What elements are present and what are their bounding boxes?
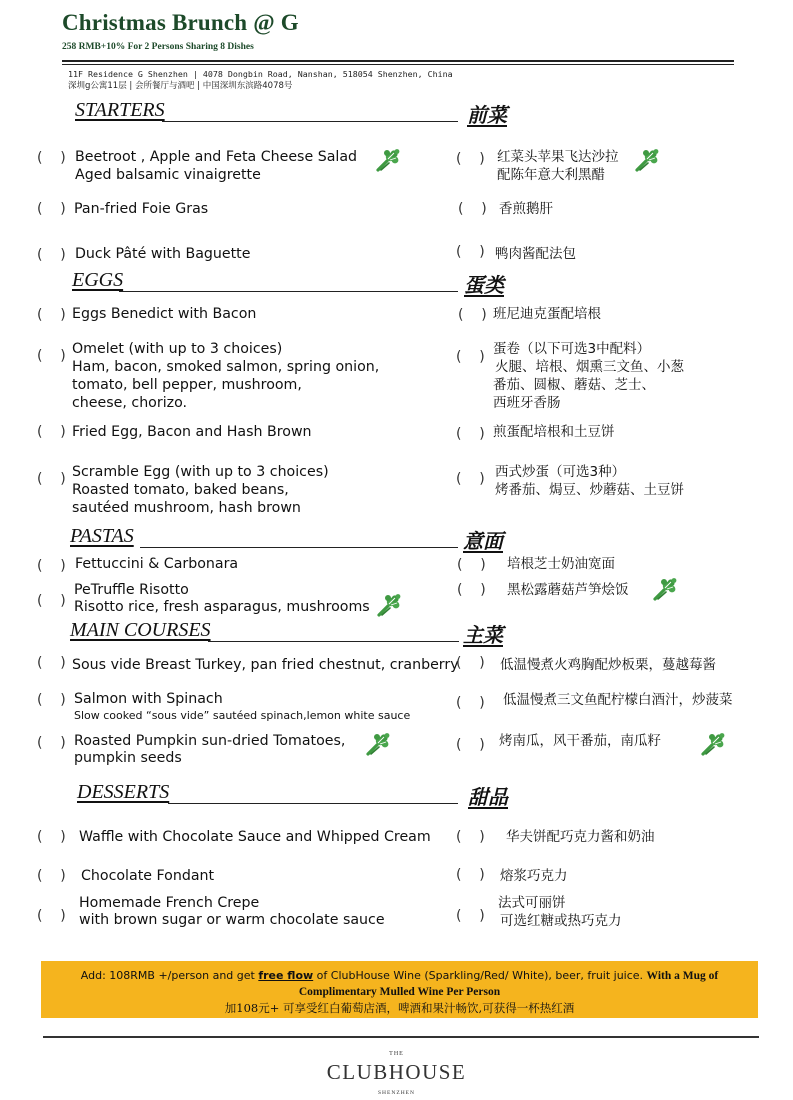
item-truffle-risotto-cn: 黑松露蘑菇芦笋烩饭 — [507, 582, 629, 598]
checkbox[interactable]: ( ) — [456, 151, 485, 167]
checkbox[interactable]: ( ) — [37, 424, 66, 440]
celery-leaf-icon — [700, 732, 726, 756]
item-salmon: Salmon with Spinach — [74, 691, 223, 707]
checkbox[interactable]: ( ) — [456, 908, 485, 924]
item-french-crepe-cn-desc: 可选红糖或热巧克力 — [500, 913, 622, 929]
section-pastas-cn: 意面 — [463, 529, 503, 553]
section-underline — [208, 641, 459, 642]
item-pumpkin-cn: 烤南瓜，风干番茄，南瓜籽 — [499, 733, 661, 749]
checkbox[interactable]: ( ) — [37, 593, 66, 609]
item-truffle-risotto-desc: Risotto rice, fresh asparagus, mushrooms — [74, 599, 370, 615]
item-omelet-desc: cheese, chorizo. — [72, 395, 188, 411]
item-salmon-cn: 低温慢煮三文鱼配柠檬白酒汁，炒菠菜 — [503, 692, 733, 708]
celery-leaf-icon — [365, 732, 391, 756]
celery-leaf-icon — [652, 577, 678, 601]
item-duck-pate: Duck Pâté with Baguette — [75, 246, 251, 262]
item-fettuccini-cn: 培根芝士奶油宽面 — [507, 556, 615, 572]
item-scramble-cn: 西式炒蛋（可选3种） — [495, 464, 626, 480]
checkbox[interactable]: ( ) — [37, 655, 66, 671]
item-beetroot-cn: 红菜头苹果飞达沙拉 — [497, 149, 619, 165]
item-eggs-benedict: Eggs Benedict with Bacon — [72, 306, 257, 322]
section-main-courses: MAIN COURSES — [70, 619, 211, 641]
item-beetroot-cn-desc: 配陈年意大利黑醋 — [497, 167, 605, 183]
address-cn: 深圳g公寓11层 | 会所餐厅与酒吧 | 中国深圳东滨路4078号 — [68, 81, 293, 91]
banner-text: of ClubHouse Wine (Sparkling/Red/ White), beer, fruit juice. — [313, 969, 647, 982]
item-duck-pate-cn: 鸭肉酱配法包 — [495, 246, 576, 262]
item-pumpkin-desc: pumpkin seeds — [74, 750, 182, 766]
checkbox[interactable]: ( ) — [37, 201, 66, 217]
checkbox[interactable]: ( ) — [37, 150, 66, 166]
item-scramble-egg: Scramble Egg (with up to 3 choices) — [72, 464, 329, 480]
banner-offer-cn: 加108元+ 可享受红白葡萄店酒，啤酒和果汁畅饮,可获得一杯热红酒 — [224, 1001, 575, 1015]
checkbox[interactable]: ( ) — [458, 307, 487, 323]
footer-logo-city: SHENZHEN — [377, 1090, 416, 1096]
item-pumpkin: Roasted Pumpkin sun-dried Tomatoes, — [74, 733, 346, 749]
item-fried-egg: Fried Egg, Bacon and Hash Brown — [72, 424, 312, 440]
header-rule-bottom — [62, 64, 734, 65]
item-omelet-cn-desc: 番茄、圆椒、蘑菇、芝士、 — [493, 377, 655, 393]
checkbox[interactable]: ( ) — [37, 471, 66, 487]
banner-offer-en — [41, 968, 758, 1000]
section-pastas: PASTAS — [70, 525, 134, 547]
item-foie-gras-cn: 香煎鹅肝 — [499, 201, 553, 217]
item-omelet-cn: 蛋卷（以下可选3中配料） — [493, 341, 651, 357]
checkbox[interactable]: ( ) — [458, 201, 487, 217]
footer-logo-the: THE — [389, 1051, 404, 1057]
checkbox[interactable]: ( ) — [457, 582, 486, 598]
item-omelet: Omelet (with up to 3 choices) — [72, 341, 283, 357]
section-underline — [140, 547, 458, 548]
item-beetroot-desc: Aged balsamic vinaigrette — [75, 167, 261, 183]
footer-logo-clubhouse: CLUBHOUSE — [326, 1060, 467, 1084]
item-eggs-benedict-cn: 班尼迪克蛋配培根 — [493, 306, 601, 322]
checkbox[interactable]: ( ) — [456, 695, 485, 711]
checkbox[interactable]: ( ) — [456, 349, 485, 365]
item-chocolate-fondant-cn: 熔浆巧克力 — [500, 868, 568, 884]
section-eggs-cn: 蛋类 — [464, 273, 504, 297]
section-main-courses-cn: 主菜 — [463, 623, 503, 647]
section-desserts: DESSERTS — [77, 781, 170, 803]
checkbox[interactable]: ( ) — [456, 655, 485, 671]
checkbox[interactable]: ( ) — [37, 692, 66, 708]
item-fettuccini: Fettuccini & Carbonara — [75, 556, 239, 572]
header-rule-top — [62, 60, 734, 62]
address-en: 11F Residence G Shenzhen | 4078 Dongbin Road, Nanshan, 518054 Shenzhen, China — [68, 69, 453, 79]
checkbox[interactable]: ( ) — [456, 471, 485, 487]
menu-title: Christmas Brunch @ G — [62, 10, 299, 35]
section-starters: STARTERS — [75, 99, 165, 121]
section-eggs: EGGS — [72, 269, 124, 291]
item-french-crepe-cn: 法式可丽饼 — [498, 895, 566, 911]
checkbox[interactable]: ( ) — [37, 247, 66, 263]
item-salmon-desc: Slow cooked “sous vide” sautéed spinach,lemon white sauce — [74, 709, 411, 722]
item-omelet-cn-desc: 火腿、培根、烟熏三文鱼、小葱 — [495, 359, 684, 375]
celery-leaf-icon — [375, 148, 401, 172]
menu-subtitle: 258 RMB+10% For 2 Persons Sharing 8 Dishes — [62, 42, 254, 52]
section-desserts-cn: 甜品 — [468, 785, 508, 809]
item-turkey-cn: 低温慢煮火鸡胸配炒板栗，蔓越莓酱 — [500, 657, 716, 673]
item-scramble-desc: Roasted tomato, baked beans, — [72, 482, 289, 498]
free-flow-highlight: free flow — [258, 969, 314, 982]
item-chocolate-fondant: Chocolate Fondant — [81, 868, 215, 884]
celery-leaf-icon — [376, 593, 402, 617]
section-underline — [119, 291, 458, 292]
checkbox[interactable]: ( ) — [456, 426, 485, 442]
item-omelet-cn-desc: 西班牙香肠 — [493, 395, 561, 411]
checkbox[interactable]: ( ) — [37, 348, 66, 364]
checkbox[interactable]: ( ) — [37, 558, 66, 574]
checkbox[interactable]: ( ) — [456, 737, 485, 753]
section-starters-cn: 前菜 — [467, 103, 507, 127]
item-french-crepe: Homemade French Crepe — [79, 895, 260, 911]
item-waffle: Waffle with Chocolate Sauce and Whipped Cream — [79, 829, 431, 845]
checkbox[interactable]: ( ) — [456, 244, 485, 260]
banner-mulled-wine: With a Mug of Complimentary Mulled Wine Per Person — [298, 970, 719, 998]
item-foie-gras: Pan-fried Foie Gras — [74, 201, 209, 217]
item-omelet-desc: Ham, bacon, smoked salmon, spring onion, — [72, 359, 380, 375]
section-underline — [162, 121, 458, 122]
free-flow-banner — [41, 961, 758, 1018]
banner-text: Add: 108RMB +/person and get — [80, 969, 259, 982]
checkbox[interactable]: ( ) — [37, 307, 66, 323]
item-truffle-risotto: PeTruffle Risotto — [74, 582, 189, 598]
item-french-crepe-desc: with brown sugar or warm chocolate sauce — [79, 912, 385, 928]
item-turkey: Sous vide Breast Turkey, pan fried chestnut, cranberry — [72, 657, 459, 673]
checkbox[interactable]: ( ) — [37, 868, 66, 884]
footer-rule — [43, 1036, 759, 1038]
section-underline — [168, 803, 458, 804]
checkbox[interactable]: ( ) — [37, 908, 66, 924]
checkbox[interactable]: ( ) — [37, 829, 66, 845]
checkbox[interactable]: ( ) — [457, 557, 486, 573]
item-scramble-cn-desc: 烤番茄、焗豆、炒蘑菇、土豆饼 — [495, 482, 684, 498]
item-scramble-desc: sautéed mushroom, hash brown — [72, 500, 301, 516]
checkbox[interactable]: ( ) — [456, 867, 485, 883]
checkbox[interactable]: ( ) — [37, 735, 66, 751]
celery-leaf-icon — [634, 148, 660, 172]
item-omelet-desc: tomato, bell pepper, mushroom, — [72, 377, 302, 393]
checkbox[interactable]: ( ) — [456, 829, 485, 845]
item-fried-egg-cn: 煎蛋配培根和土豆饼 — [493, 424, 615, 440]
item-beetroot: Beetroot , Apple and Feta Cheese Salad — [75, 149, 358, 165]
item-waffle-cn: 华夫饼配巧克力酱和奶油 — [506, 829, 655, 845]
